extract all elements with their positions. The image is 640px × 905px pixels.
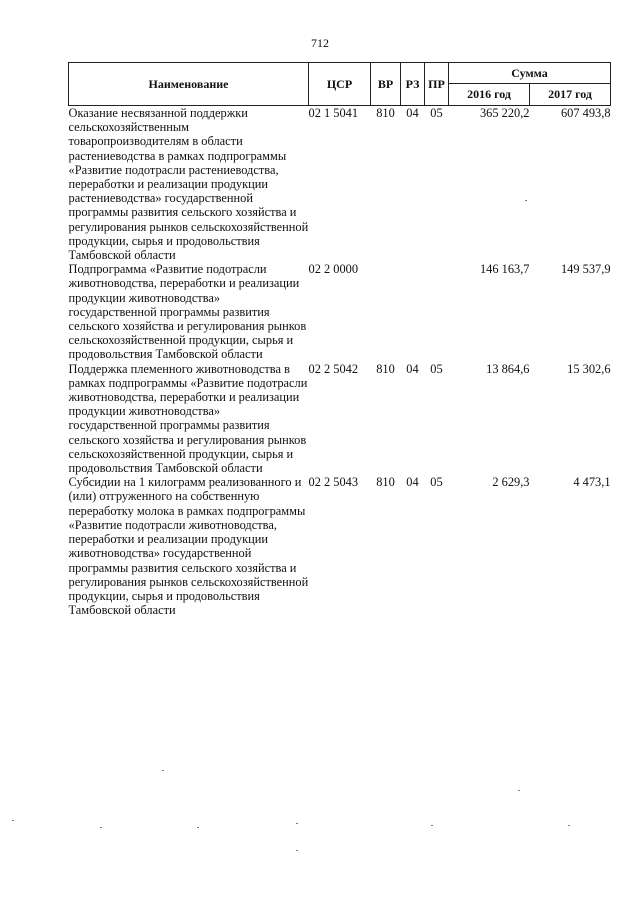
row-rz (401, 262, 425, 361)
row-sum-2016: 146 163,7 (479, 262, 530, 277)
header-rz: РЗ (401, 63, 425, 106)
table-row (69, 106, 611, 263)
row-vr: 810 (376, 361, 395, 376)
budget-table (68, 62, 611, 617)
header-year-2016: 2016 год (449, 84, 530, 106)
row-sum-2017: 15 302,6 (567, 361, 611, 376)
row-sum-2016: 13 864,6 (486, 361, 530, 376)
row-vr (371, 262, 401, 361)
row-vr: 810 (376, 106, 395, 120)
header-csr: ЦСР (309, 63, 371, 106)
row-csr: 02 2 5043 (308, 475, 359, 490)
row-name: Поддержка племенного животноводства в рамках подпрограммы «Развитие подотрасли животноводства, переработки и реализации продукции животноводства» государственной программы развития сельского хозяйства и регулирования рынков сельскохозяйственной продукции, сырья и продовольствия Тамбовской области (68, 361, 308, 476)
row-rz: 04 (406, 361, 419, 376)
row-pr: 05 (430, 475, 443, 490)
table-row (69, 362, 611, 476)
row-sum-2017: 149 537,9 (560, 262, 611, 277)
header-sum: Сумма (449, 63, 611, 84)
row-rz: 04 (406, 106, 419, 120)
header-vr: ВР (371, 63, 401, 106)
row-name: Субсидии на 1 килограмм реализованного и (или) отгруженного на собственную переработку молока в рамках подпрограммы «Развитие подотрасли животноводства, переработки и реализации продукции животноводства» государственной программы развития сельского хозяйства и регулирования рынков сельскохозяйственной продукции, сырья и продовольствия Тамбовской области (68, 475, 309, 618)
header-year-2017: 2017 год (530, 84, 611, 106)
row-pr: 05 (430, 106, 443, 120)
row-sum-2017: 607 493,8 (560, 106, 611, 120)
row-pr (425, 262, 449, 361)
table-row (69, 262, 611, 361)
header-pr: ПР (425, 63, 449, 106)
header-name: Наименование (69, 63, 309, 106)
row-sum-2016: 2 629,3 (492, 475, 530, 490)
row-name: Подпрограмма «Развитие подотрасли животноводства, переработки и реализации продукции животноводства» государственной программы развития сельского хозяйства и регулирования рынков сельскохозяйственной продукции, сырья и продовольствия Тамбовской области (68, 262, 307, 362)
row-sum-2016: 365 220,2 (479, 106, 530, 120)
row-pr: 05 (430, 361, 443, 376)
row-vr: 810 (376, 475, 395, 490)
row-rz: 04 (406, 475, 419, 490)
row-csr: 02 2 0000 (308, 262, 359, 277)
row-name: Оказание несвязанной поддержки сельскохозяйственным товаропроизводителям в области растениеводства в рамках подпрограммы «Развитие подотрасли растениеводства, переработки и реализации продукции растениеводства» государственной программы развития сельского хозяйства и регулирования рынков сельскохозяйственной продукции, сырья и продовольствия Тамбовской области (68, 106, 309, 263)
page-number: 712 (311, 36, 329, 50)
row-csr: 02 2 5042 (308, 361, 359, 376)
row-sum-2017: 4 473,1 (573, 475, 611, 490)
table-row (69, 475, 611, 617)
row-csr: 02 1 5041 (308, 106, 359, 120)
